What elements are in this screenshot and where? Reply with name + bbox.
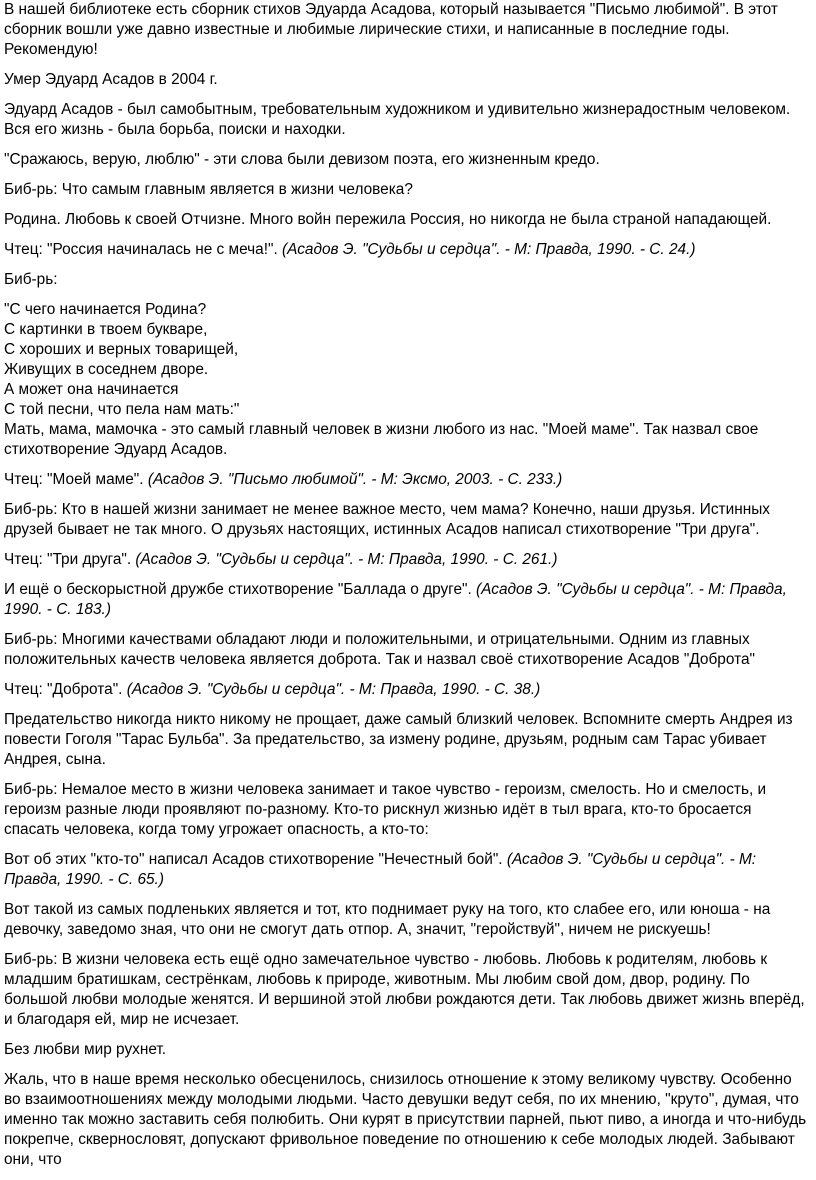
- paragraph-collapse: Без любви мир рухнет.: [4, 1041, 166, 1058]
- reading-kindness: [4, 680, 810, 700]
- citation: (Асадов Э. "Судьбы и сердца". - М: Правда, 1990. - С. 38.): [126, 681, 541, 698]
- paragraph-character: Эдуард Асадов - был самобытным, требовательным художником и удивительно жизнерадостным человеком. Вся его жизнь - была борьба, поиски и находки.: [4, 101, 795, 138]
- paragraph-cowards: Вот такой из самых подленьких является и тот, кто поднимает руку на того, кто слабее его, или юноша - на девочку, заведомо зная, что они не смогут дать отпор. А, значит, "геройствуй", ничем не рискуешь!: [4, 901, 775, 938]
- reading-unfair-fight: [4, 850, 810, 890]
- reading-text: Вот об этих "кто-то" написал Асадов стихотворение "Нечестный бой".: [4, 851, 507, 868]
- reading-text: Чтец: "Моей маме".: [4, 471, 148, 488]
- paragraph-intro: В нашей библиотеке есть сборник стихов Эдуарда Асадова, который называется "Письмо любимой". В этот сборник вошли уже давно известные и любимые лирические стихи, и написанные в последние годы. Рекомендую!: [4, 1, 783, 58]
- citation: (Асадов Э. "Судьбы и сердца". - М: Правда, 1990. - С. 183.): [4, 581, 792, 618]
- paragraph-love: Биб-рь: В жизни человека есть ещё одно замечательное чувство - любовь. Любовь к родителям, любовь к младшим братишкам, сестрёнкам, любовь к природе, животным. Мы любим свой дом, двор, родину. По большой любви молодые женятся. И вершиной этой любви рождаются дети. Так любовь движет жизнь вперёд, и благодаря ей, мир не исчезает.: [4, 951, 809, 1028]
- paragraph-kindness: Биб-рь: Многими качествами обладают люди и положительными, и отрицательными. Одним из главных положительных качеств человека является доброта. Так и назвал своё стихотворение Асадов "Доброта": [4, 631, 755, 668]
- citation: (Асадов Э. "Судьбы и сердца". - М: Правда, 1990. - С. 65.): [4, 851, 761, 888]
- paragraph-pity: Жаль, что в наше время несколько обесценилось, снизилось отношение к этому великому чувству. Особенно во взаимоотношениях между молодыми людьми. Часто девушки ведут себя, по их мнению, "круто", думая, что именно так можно заставить себя полюбить. Они курят в присутствии парней, пьют пиво, а иногда и что-нибудь покрепче, сквернословят, допускают фривольное поведение по отношению к себе молодых людей. Забывают они, что: [4, 1071, 811, 1168]
- citation: (Асадов Э. "Судьбы и сердца". - М: Правда, 1990. - С. 261.): [135, 551, 558, 568]
- paragraph-motto: "Сражаюсь, верую, люблю" - эти слова были девизом поэта, его жизненным кредо.: [4, 151, 600, 168]
- reading-ballad: [4, 580, 810, 620]
- paragraph-question: Биб-рь: Что самым главным является в жизни человека?: [4, 181, 413, 198]
- paragraph-motherland: Родина. Любовь к своей Отчизне. Много войн пережила Россия, но никогда не была страной нападающей.: [4, 211, 772, 228]
- poem-block: [4, 300, 810, 460]
- poem-line: Мать, мама, мамочка - это самый главный человек в жизни любого из нас. "Моей маме". Так назвал свое стихотворение Эдуард Асадов.: [4, 421, 763, 458]
- reading-three-friends: [4, 550, 810, 570]
- poem-line: "С чего начинается Родина?: [4, 301, 207, 318]
- poem-line: Живущих в соседнем дворе.: [4, 361, 209, 378]
- reading-mother: [4, 470, 810, 490]
- reading-russia: [4, 240, 810, 260]
- reading-text: Чтец: "Россия начиналась не с меча!".: [4, 241, 282, 258]
- paragraph-friends: Биб-рь: Кто в нашей жизни занимает не менее важное место, чем мама? Конечно, наши друзья. Истинных друзей бывает не так много. О друзьях настоящих, истинных Асадов написал стихотворение "Три друга".: [4, 501, 775, 538]
- reading-text: И ещё о бескорыстной дружбе стихотворение "Баллада о друге".: [4, 581, 477, 598]
- reading-text: Чтец: "Три друга".: [4, 551, 136, 568]
- reading-text: Чтец: "Доброта".: [4, 681, 127, 698]
- poem-line: С картинки в твоем букваре,: [4, 321, 208, 338]
- poem-line: С той песни, что пела нам мать:": [4, 401, 240, 418]
- paragraph-heroism: Биб-рь: Немалое место в жизни человека занимает и такое чувство - героизм, смелость. Но и смелость, и героизм разные люди проявляют по-разному. Кто-то рискнул жизнью идёт в тыл врага, кто-то бросается спасать человека, когда тому угрожает опасность, а кто-то:: [4, 781, 771, 838]
- poem-line: С хороших и верных товарищей,: [4, 341, 239, 358]
- paragraph-death: Умер Эдуард Асадов в 2004 г.: [4, 71, 218, 88]
- paragraph-betrayal: Предательство никогда никто никому не прощает, даже самый близкий человек. Вспомните смерть Андрея из повести Гоголя "Тарас Бульба". За предательство, за измену родине, друзьям, родным сам Тарас убивает Андрея, сына.: [4, 711, 797, 768]
- document-body: [4, 0, 810, 1180]
- citation: (Асадов Э. "Письмо любимой". - М: Эксмо, 2003. - С. 233.): [147, 471, 563, 488]
- citation: (Асадов Э. "Судьбы и сердца". - М: Правда, 1990. - С. 24.): [282, 241, 696, 258]
- librarian-label: Биб-рь:: [4, 271, 58, 288]
- poem-line: А может она начинается: [4, 381, 179, 398]
